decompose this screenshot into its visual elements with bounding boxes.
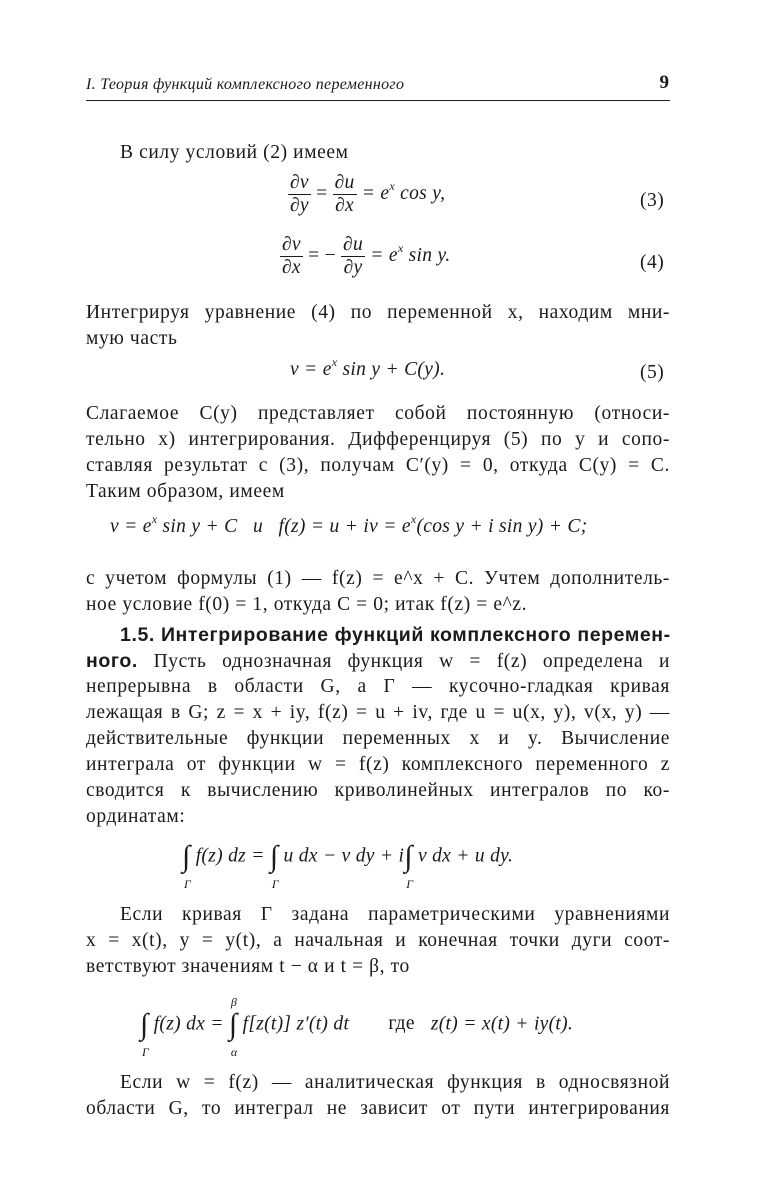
eq8-part3: z(t) = x(t) + iy(t). — [430, 1013, 574, 1035]
paragraph-1 — [86, 300, 670, 352]
intro-paragraph — [86, 140, 670, 166]
integral-5-icon: ∫ β α — [228, 995, 238, 1059]
eq5-lhs: v = e — [290, 359, 332, 380]
para5-line-1: Если w = f(z) — аналитическая функция в односвязной — [120, 1072, 670, 1093]
para1-line-1: Интегрируя уравнение (4) по переменной x, находим мни- — [86, 302, 670, 323]
section-line-6: сводится к вычислению криволинейных интегралов по ко- — [86, 780, 670, 801]
eq6-part3: (cos y + i sin y) + C; — [416, 516, 588, 537]
para2-line-4: Таким образом, имеем — [86, 481, 285, 502]
eq7-part2: u dx − v dy + i — [278, 845, 405, 867]
eq6-exp1: x — [151, 512, 158, 526]
eq6-part2: sin y + C и f(z) = u + iv = e — [157, 516, 411, 537]
integral-4-icon: ∫ Г — [140, 1008, 150, 1059]
section-line-7: ординатам: — [86, 806, 186, 827]
integral-4-lower: Г — [142, 1045, 150, 1059]
equation-4: $\frac{\partial v}{\partial x}$ = − $\frac{\partial u}{\partial y}$ = $e^x$ sin y. — [282, 234, 451, 278]
eq4-rhs-fraction — [341, 234, 365, 279]
eq3-rest: = e — [361, 182, 390, 204]
eq8-part1: f(z) dx = — [148, 1013, 229, 1035]
equation-6 — [110, 512, 588, 538]
paragraph-4 — [86, 902, 670, 980]
para2-line-2: тельно x) интегрирования. Дифференцируя (5) по y и сопо- — [86, 429, 670, 450]
eq8-where: где — [388, 1013, 415, 1035]
integral-3-lower: Г — [406, 877, 414, 891]
eq3-lhs-num: ∂v — [290, 172, 309, 193]
paragraph-2 — [86, 401, 670, 505]
eq5-number: (5) — [640, 362, 665, 383]
section-line-2: непрерывна в области G, а Г — кусочно-гладкая кривая — [86, 676, 670, 697]
para5-line-2: области G, то интеграл не зависит от пути интегрирования — [86, 1098, 670, 1119]
section-line-3: лежащая в G; z = x + iy, f(z) = u + iv, где u = u(x, y), v(x, y) — — [86, 702, 670, 723]
integral-1-icon: ∫ Г — [182, 840, 192, 891]
equation-7 — [182, 840, 514, 891]
eq4-number: (4) — [640, 252, 665, 273]
eq3-rhs-num: ∂u — [334, 172, 355, 193]
section-1-5 — [86, 622, 670, 830]
para2-line-3: ставляя результат с (3), получам C′(y) = 0, откуда C(y) = C. — [86, 455, 670, 476]
eq3-exp: x — [389, 178, 395, 193]
eq6-part1: v = e — [110, 516, 152, 537]
eq6-exp2: x — [410, 512, 417, 526]
page-number: 9 — [659, 72, 669, 93]
paragraph-5 — [86, 1070, 670, 1122]
running-head — [86, 76, 670, 94]
eq3-rhs-fraction — [333, 172, 357, 217]
para1-line-2: мую часть — [86, 328, 178, 349]
para4-line-1: Если кривая Г задана параметрическими уравнениями — [120, 904, 670, 925]
eq3-lhs-den: ∂y — [290, 195, 309, 216]
paragraph-3 — [86, 566, 670, 618]
para4-line-3: ветствуют значениям t − α и t = β, то — [86, 956, 410, 977]
header-rule — [86, 100, 670, 101]
eq4-lhs-fraction — [280, 234, 303, 279]
section-line-5: интеграла от функции w = f(z) комплексного переменного z — [86, 754, 670, 775]
eq5-exp: x — [331, 355, 338, 369]
running-title: I. Теория функций комплексного переменного — [86, 76, 405, 93]
integral-3-icon: ∫ Г — [404, 840, 414, 891]
eq4-exp: x — [397, 240, 404, 255]
para3-line-2: ное условие f(0) = 1, откуда C = 0; итак f(z) = e^z. — [86, 594, 528, 615]
section-line-4: действительные функции переменных x и y. Вычисление — [86, 728, 670, 749]
para3-line-1: с учетом формулы (1) — f(z) = e^x + C. Учтем дополнитель- — [86, 568, 670, 589]
intro-line: В силу условий (2) имеем — [120, 142, 349, 163]
para2-line-1: Слагаемое C(y) представляет собой постоянную (относи- — [86, 403, 670, 424]
eq4-rhs-num: ∂u — [343, 234, 364, 255]
eq4-rest: = e — [370, 244, 398, 266]
eq5-tail: sin y + C(y). — [337, 359, 446, 380]
equation-8 — [140, 995, 574, 1059]
eq3-tail: cos y, — [395, 182, 446, 204]
integral-2-icon: ∫ Г — [269, 840, 279, 891]
eq4-lhs-den: ∂x — [282, 257, 301, 278]
para4-line-2: x = x(t), y = y(t), а начальная и конечная точки дуги соот- — [86, 930, 670, 951]
integral-5-upper: β — [230, 995, 238, 1009]
section-line-1-text: Пусть однозначная функция w = f(z) определена и — [153, 651, 670, 672]
eq4-lhs-num: ∂v — [282, 234, 301, 255]
equation-3: $\frac{\partial v}{\partial y}$ = $\frac{\partial u}{\partial x}$ = $e^x$ cos y, — [290, 172, 446, 216]
integral-5-lower: α — [230, 1045, 238, 1059]
integral-2-lower: Г — [271, 877, 279, 891]
section-title — [86, 622, 670, 648]
integral-1-lower: Г — [184, 877, 192, 891]
section-title-end: ного. — [86, 650, 138, 672]
eq4-rhs-den: ∂y — [343, 257, 363, 278]
equation-5 — [290, 355, 446, 381]
section-line-1 — [86, 648, 670, 674]
section-title-text: 1.5. Интегрирование функций комплексного перемен- — [120, 624, 671, 646]
eq4-tail: sin y. — [403, 244, 451, 266]
eq7-part3: v dx + u dy. — [412, 845, 514, 867]
eq3-lhs-fraction — [288, 172, 311, 217]
eq8-part2: f[z(t)] z′(t) dt — [237, 1013, 350, 1035]
eq7-part1: f(z) dz = — [190, 845, 270, 867]
eq3-rhs-den: ∂x — [335, 195, 355, 216]
eq3-number: (3) — [640, 190, 665, 211]
